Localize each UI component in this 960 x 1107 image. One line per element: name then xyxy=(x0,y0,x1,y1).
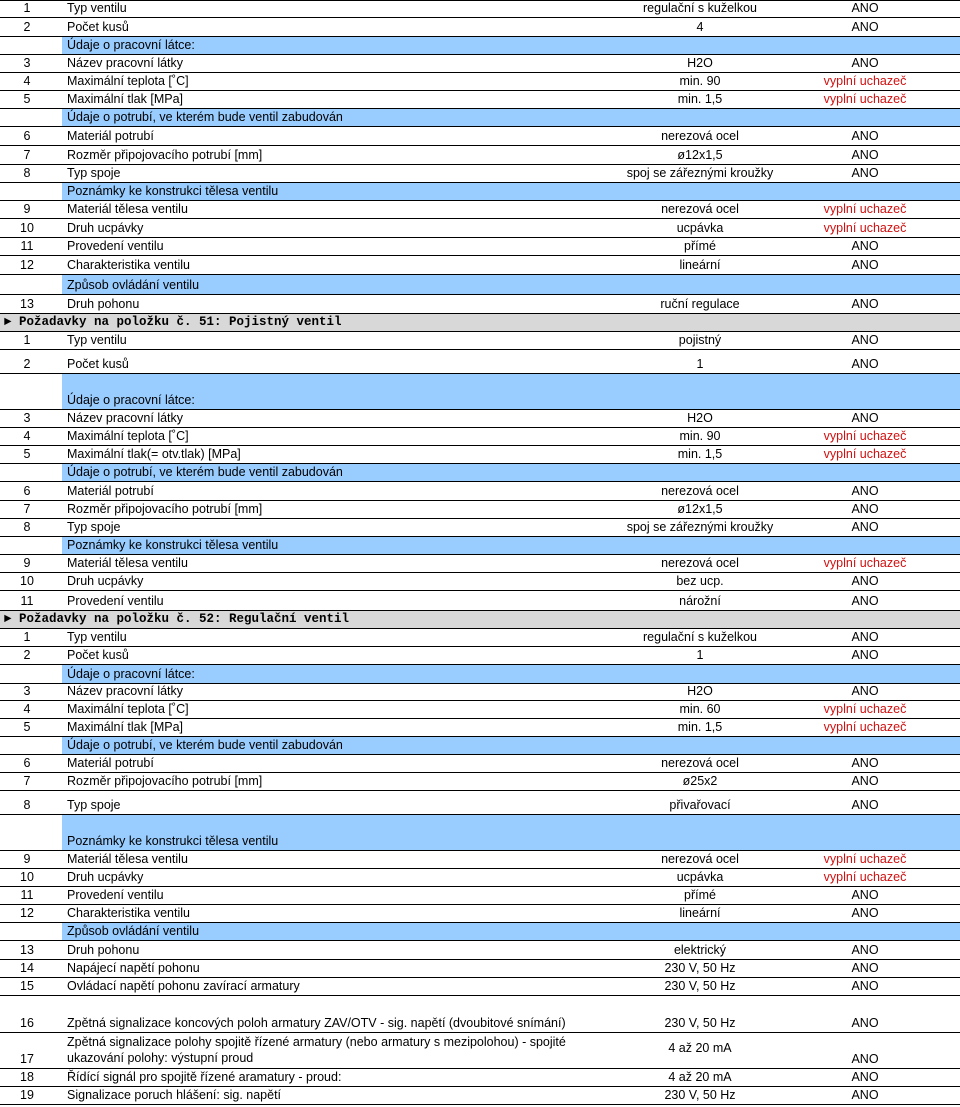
item-description: Napájecí napětí pohonu xyxy=(67,961,200,975)
item-value: nerezová ocel xyxy=(661,202,739,216)
table-row xyxy=(0,0,960,18)
subsection-band xyxy=(62,665,960,683)
status-yes: ANO xyxy=(851,1088,879,1102)
item-number: 18 xyxy=(20,1070,34,1084)
status-yes: ANO xyxy=(851,129,879,143)
item-value: nárožní xyxy=(679,594,721,608)
status-yes: ANO xyxy=(851,961,879,975)
item-value: nerezová ocel xyxy=(661,484,739,498)
item-number: 7 xyxy=(23,502,31,516)
item-description: Provedení ventilu xyxy=(67,594,164,608)
item-number: 6 xyxy=(23,756,31,770)
status-fill-by-bidder: vyplní uchazeč xyxy=(823,74,907,88)
subsection-title: Údaje o potrubí, ve kterém bude ventil zabudován xyxy=(67,110,343,124)
item-value: ucpávka xyxy=(676,870,724,884)
item-value: regulační s kuželkou xyxy=(643,630,757,644)
item-description: Počet kusů xyxy=(67,648,129,662)
subsection-band xyxy=(62,737,960,754)
table-row xyxy=(0,256,960,275)
item-description: Typ spoje xyxy=(67,520,121,534)
item-number: 11 xyxy=(20,239,34,253)
status-yes: ANO xyxy=(851,798,879,812)
item-description: Zpětná signalizace koncových poloh armatury ZAV/OTV - sig. napětí (dvoubitové snímání) xyxy=(67,1016,566,1030)
item-value: 230 V, 50 Hz xyxy=(664,1016,736,1030)
item-value: 230 V, 50 Hz xyxy=(664,961,736,975)
item-value: min. 1,5 xyxy=(677,720,723,734)
item-value: 4 až 20 mA xyxy=(668,1070,732,1084)
table-row xyxy=(0,755,960,773)
item-description: Provedení ventilu xyxy=(67,239,164,253)
table-row xyxy=(0,887,960,905)
item-number: 5 xyxy=(23,720,31,734)
item-description: Charakteristika ventilu xyxy=(67,258,190,272)
subsection-band xyxy=(62,815,960,850)
item-number: 9 xyxy=(23,556,31,570)
status-yes: ANO xyxy=(851,357,879,371)
table-row xyxy=(0,555,960,573)
item-number: 9 xyxy=(23,852,31,866)
section-header xyxy=(0,314,960,332)
table-row xyxy=(0,791,960,815)
item-description: Rozměr připojovacího potrubí [mm] xyxy=(67,774,263,788)
table-row xyxy=(0,18,960,37)
subsection-title: Poznámky ke konstrukci tělesa ventilu xyxy=(67,834,279,848)
item-number: 16 xyxy=(20,1016,34,1030)
status-fill-by-bidder: vyplní uchazeč xyxy=(823,720,907,734)
status-yes: ANO xyxy=(851,56,879,70)
item-number: 19 xyxy=(20,1088,34,1102)
table-row xyxy=(0,446,960,464)
item-value: 230 V, 50 Hz xyxy=(664,979,736,993)
item-description: Typ spoje xyxy=(67,798,121,812)
status-yes: ANO xyxy=(851,1070,879,1084)
status-fill-by-bidder: vyplní uchazeč xyxy=(823,447,907,461)
subsection-band xyxy=(62,537,960,554)
item-number: 6 xyxy=(23,484,31,498)
table-row xyxy=(0,295,960,314)
item-number: 2 xyxy=(23,648,31,662)
status-yes: ANO xyxy=(851,258,879,272)
item-description: Název pracovní látky xyxy=(67,411,184,425)
status-yes: ANO xyxy=(851,1016,879,1030)
status-yes: ANO xyxy=(851,888,879,902)
item-value: lineární xyxy=(679,906,721,920)
status-yes: ANO xyxy=(851,906,879,920)
table-row xyxy=(0,428,960,446)
item-value: 230 V, 50 Hz xyxy=(664,1088,736,1102)
item-value: elektrický xyxy=(673,943,727,957)
item-description: Typ ventilu xyxy=(67,630,127,644)
subsection-header xyxy=(0,815,960,851)
subsection-header xyxy=(0,183,960,201)
table-row xyxy=(0,869,960,887)
status-fill-by-bidder: vyplní uchazeč xyxy=(823,92,907,106)
item-number: 8 xyxy=(23,798,31,812)
item-value: spoj se zářeznými kroužky xyxy=(626,520,774,534)
item-description: Druh pohonu xyxy=(67,943,140,957)
item-number: 5 xyxy=(23,447,31,461)
status-yes: ANO xyxy=(851,148,879,162)
status-yes: ANO xyxy=(851,648,879,662)
table-row xyxy=(0,410,960,428)
table-row xyxy=(0,219,960,238)
item-value: H2O xyxy=(687,411,713,425)
item-description: Charakteristika ventilu xyxy=(67,906,190,920)
table-row xyxy=(0,1069,960,1087)
table-row xyxy=(0,591,960,611)
status-yes: ANO xyxy=(851,1,879,15)
subsection-title: Údaje o pracovní látce: xyxy=(67,38,195,52)
item-description: Druh ucpávky xyxy=(67,221,144,235)
item-number: 8 xyxy=(23,520,31,534)
status-yes: ANO xyxy=(851,520,879,534)
status-yes: ANO xyxy=(851,239,879,253)
table-row xyxy=(0,1087,960,1105)
item-description: Materiál potrubí xyxy=(67,129,154,143)
table-row xyxy=(0,91,960,109)
status-fill-by-bidder: vyplní uchazeč xyxy=(823,429,907,443)
status-yes: ANO xyxy=(851,333,879,347)
item-description: Řídící signál pro spojitě řízené aramatury - proud: xyxy=(67,1070,342,1084)
subsection-title: Poznámky ke konstrukci tělesa ventilu xyxy=(67,184,279,198)
item-description: Maximální tlak [MPa] xyxy=(67,92,184,106)
item-description: Typ ventilu xyxy=(67,1,127,15)
item-description: Maximální teplota [˚C] xyxy=(67,429,189,443)
item-value: ruční regulace xyxy=(660,297,740,311)
table-row xyxy=(0,55,960,73)
item-description: Materiál potrubí xyxy=(67,756,154,770)
subsection-header xyxy=(0,464,960,482)
table-row xyxy=(0,851,960,869)
table-row xyxy=(0,719,960,737)
item-description: Zpětná signalizace polohy spojitě řízené armatury (nebo armatury s mezipolohou) - spojité ukazování polohy: výstupní proud xyxy=(67,1035,566,1065)
item-number: 10 xyxy=(20,870,34,884)
subsection-band xyxy=(62,464,960,481)
item-number: 2 xyxy=(23,20,31,34)
item-number: 3 xyxy=(23,684,31,698)
table-row xyxy=(0,629,960,647)
item-value: spoj se zářeznými kroužky xyxy=(626,166,774,180)
status-yes: ANO xyxy=(851,594,879,608)
table-row xyxy=(0,684,960,701)
item-number: 2 xyxy=(23,357,31,371)
section-title: ► Požadavky na položku č. 51: Pojistný ventil xyxy=(4,315,342,329)
table-row xyxy=(0,165,960,183)
item-value: bez ucp. xyxy=(676,574,724,588)
section-header xyxy=(0,611,960,629)
subsection-title: Způsob ovládání ventilu xyxy=(67,278,200,292)
subsection-header xyxy=(0,275,960,295)
table-row xyxy=(0,332,960,350)
item-value: 4 až 20 mA xyxy=(668,1041,732,1055)
item-value: přímé xyxy=(684,239,716,253)
item-value: min. 60 xyxy=(679,702,721,716)
status-yes: ANO xyxy=(851,684,879,698)
item-description: Ovládací napětí pohonu zavírací armatury xyxy=(67,979,300,993)
table-row xyxy=(0,996,960,1033)
status-yes: ANO xyxy=(851,774,879,788)
subsection-title: Údaje o pracovní látce: xyxy=(67,667,195,681)
item-number: 1 xyxy=(23,630,31,644)
item-value: ucpávka xyxy=(676,221,724,235)
item-value: nerezová ocel xyxy=(661,852,739,866)
subsection-title: Způsob ovládání ventilu xyxy=(67,924,200,938)
item-description: Materiál tělesa ventilu xyxy=(67,202,188,216)
item-number: 3 xyxy=(23,411,31,425)
item-value: min. 90 xyxy=(679,74,721,88)
item-number: 6 xyxy=(23,129,31,143)
item-value: 4 xyxy=(696,20,704,34)
item-value: regulační s kuželkou xyxy=(643,1,757,15)
item-number: 10 xyxy=(20,221,34,235)
item-description: Maximální tlak [MPa] xyxy=(67,720,184,734)
table-row xyxy=(0,501,960,519)
item-number: 11 xyxy=(20,594,34,608)
status-fill-by-bidder: vyplní uchazeč xyxy=(823,221,907,235)
table-row xyxy=(0,482,960,501)
item-value: přímé xyxy=(684,888,716,902)
table-row xyxy=(0,573,960,591)
status-fill-by-bidder: vyplní uchazeč xyxy=(823,556,907,570)
status-yes: ANO xyxy=(851,943,879,957)
item-number: 5 xyxy=(23,92,31,106)
item-description: Materiál tělesa ventilu xyxy=(67,556,188,570)
subsection-title: Údaje o potrubí, ve kterém bude ventil zabudován xyxy=(67,465,343,479)
item-value: nerezová ocel xyxy=(661,129,739,143)
item-description: Provedení ventilu xyxy=(67,888,164,902)
item-value: ø12x1,5 xyxy=(677,502,723,516)
item-description: Materiál tělesa ventilu xyxy=(67,852,188,866)
item-number: 4 xyxy=(23,74,31,88)
item-value: min. 1,5 xyxy=(677,447,723,461)
item-number: 12 xyxy=(20,258,34,272)
item-number: 7 xyxy=(23,774,31,788)
item-description: Druh ucpávky xyxy=(67,870,144,884)
item-description: Počet kusů xyxy=(67,357,129,371)
status-fill-by-bidder: vyplní uchazeč xyxy=(823,702,907,716)
table-row xyxy=(0,978,960,996)
table-row xyxy=(0,146,960,165)
item-number: 17 xyxy=(20,1052,34,1066)
subsection-header xyxy=(0,537,960,555)
item-number: 3 xyxy=(23,56,31,70)
item-number: 13 xyxy=(20,943,34,957)
item-description: Maximální tlak(= otv.tlak) [MPa] xyxy=(67,447,241,461)
status-yes: ANO xyxy=(851,411,879,425)
status-yes: ANO xyxy=(851,979,879,993)
status-yes: ANO xyxy=(851,574,879,588)
section-title: ► Požadavky na položku č. 52: Regulační ventil xyxy=(4,612,350,626)
status-fill-by-bidder: vyplní uchazeč xyxy=(823,852,907,866)
item-description: Název pracovní látky xyxy=(67,56,184,70)
item-description: Typ spoje xyxy=(67,166,121,180)
table-row xyxy=(0,960,960,978)
item-value: přivařovací xyxy=(669,798,731,812)
item-description: Maximální teplota [˚C] xyxy=(67,702,189,716)
item-value: H2O xyxy=(687,56,713,70)
subsection-title: Poznámky ke konstrukci tělesa ventilu xyxy=(67,538,279,552)
table-row xyxy=(0,201,960,219)
item-number: 9 xyxy=(23,202,31,216)
subsection-header xyxy=(0,109,960,127)
item-value: H2O xyxy=(687,684,713,698)
status-yes: ANO xyxy=(851,630,879,644)
subsection-band xyxy=(62,109,960,126)
subsection-band xyxy=(62,374,960,409)
item-number: 8 xyxy=(23,166,31,180)
subsection-title: Údaje o potrubí, ve kterém bude ventil zabudován xyxy=(67,738,343,752)
subsection-band xyxy=(62,37,960,54)
subsection-header xyxy=(0,923,960,941)
item-value: 1 xyxy=(696,648,704,662)
item-number: 15 xyxy=(20,979,34,993)
item-description: Typ ventilu xyxy=(67,333,127,347)
table-row xyxy=(0,701,960,719)
status-yes: ANO xyxy=(851,756,879,770)
table-row xyxy=(0,127,960,146)
table-row xyxy=(0,905,960,923)
item-number: 7 xyxy=(23,148,31,162)
item-value: nerezová ocel xyxy=(661,556,739,570)
item-description: Maximální teplota [˚C] xyxy=(67,74,189,88)
table-row xyxy=(0,238,960,256)
status-yes: ANO xyxy=(851,297,879,311)
item-number: 12 xyxy=(20,906,34,920)
table-row xyxy=(0,773,960,791)
status-yes: ANO xyxy=(851,20,879,34)
status-yes: ANO xyxy=(851,484,879,498)
table-row xyxy=(0,73,960,91)
item-description: Počet kusů xyxy=(67,20,129,34)
item-number: 1 xyxy=(23,1,31,15)
status-fill-by-bidder: vyplní uchazeč xyxy=(823,202,907,216)
item-number: 4 xyxy=(23,702,31,716)
item-value: pojistný xyxy=(678,333,722,347)
table-row xyxy=(0,1033,960,1069)
item-value: lineární xyxy=(679,258,721,272)
item-description: Materiál potrubí xyxy=(67,484,154,498)
item-description: Druh pohonu xyxy=(67,297,140,311)
table-row xyxy=(0,350,960,374)
status-yes: ANO xyxy=(851,502,879,516)
subsection-header xyxy=(0,665,960,684)
table-row xyxy=(0,647,960,665)
item-number: 14 xyxy=(20,961,34,975)
item-number: 11 xyxy=(20,888,34,902)
item-value: ø12x1,5 xyxy=(677,148,723,162)
item-number: 10 xyxy=(20,574,34,588)
subsection-band xyxy=(62,275,960,294)
subsection-header xyxy=(0,37,960,55)
item-value: nerezová ocel xyxy=(661,756,739,770)
subsection-band xyxy=(62,923,960,940)
item-number: 13 xyxy=(20,297,34,311)
item-value: min. 90 xyxy=(679,429,721,443)
item-value: ø25x2 xyxy=(682,774,718,788)
subsection-title: Údaje o pracovní látce: xyxy=(67,393,195,407)
table-row xyxy=(0,941,960,960)
table-row xyxy=(0,519,960,537)
item-description: Název pracovní látky xyxy=(67,684,184,698)
status-yes: ANO xyxy=(851,166,879,180)
item-description: Druh ucpávky xyxy=(67,574,144,588)
item-number: 4 xyxy=(23,429,31,443)
subsection-header xyxy=(0,737,960,755)
item-description: Signalizace poruch hlášení: sig. napětí xyxy=(67,1088,282,1102)
status-yes: ANO xyxy=(851,1052,879,1066)
status-fill-by-bidder: vyplní uchazeč xyxy=(823,870,907,884)
item-description: Rozměr připojovacího potrubí [mm] xyxy=(67,148,263,162)
subsection-header xyxy=(0,374,960,410)
item-value: 1 xyxy=(696,357,704,371)
item-value: min. 1,5 xyxy=(677,92,723,106)
subsection-band xyxy=(62,183,960,200)
item-number: 1 xyxy=(23,333,31,347)
item-description: Rozměr připojovacího potrubí [mm] xyxy=(67,502,263,516)
